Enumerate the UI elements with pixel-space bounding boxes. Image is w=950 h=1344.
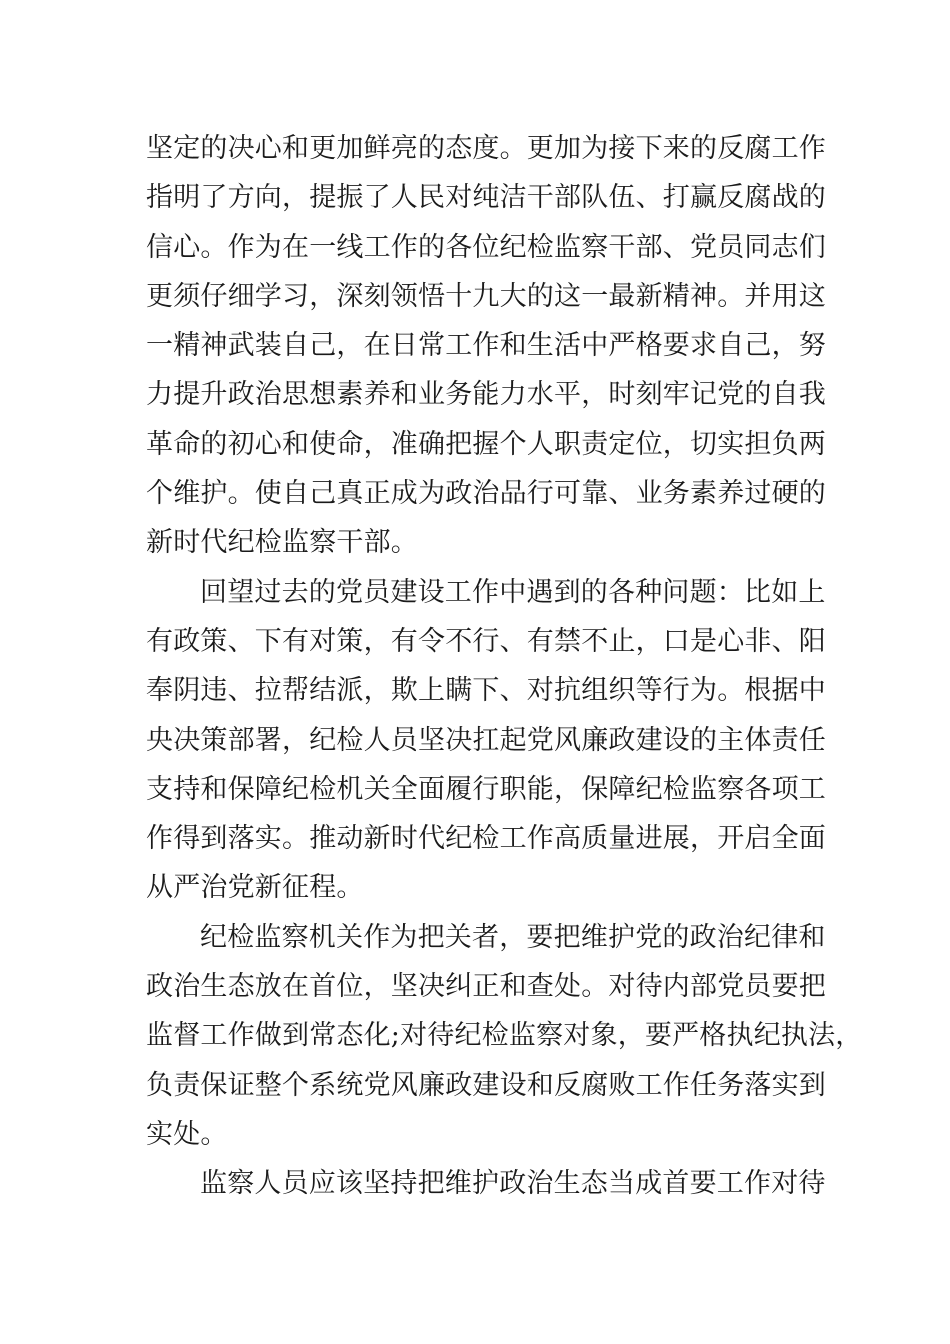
text-line: 坚定的决心和更加鲜亮的态度。更加为接下来的反腐工作 xyxy=(146,133,826,164)
paragraph xyxy=(146,913,863,1159)
text-line: 回望过去的党员建设工作中遇到的各种问题：比如上 xyxy=(200,576,826,608)
text-line: 奉阴违、拉帮结派，欺上瞒下、对抗组织等行为。根据中 xyxy=(146,675,826,707)
text-line: 支持和保障纪检机关全面履行职能，保障纪检监察各项工 xyxy=(146,773,826,805)
text-line: 有政策、下有对策，有令不行、有禁不止，口是心非、阳 xyxy=(146,625,826,657)
text-line: 央决策部署，纪检人员坚决扛起党风廉政建设的主体责任 xyxy=(146,724,826,756)
text-line: 负责保证整个系统党风廉政建设和反腐败工作任务落实到 xyxy=(146,1069,826,1101)
text-line: 更须仔细学习，深刻领悟十九大的这一最新精神。并用这 xyxy=(146,280,826,312)
text-line: 力提升政治思想素养和业务能力水平，时刻牢记党的自我 xyxy=(146,379,826,411)
text-line: 新时代纪检监察干部。 xyxy=(146,527,418,559)
text-line: 从严治党新征程。 xyxy=(146,872,364,904)
text-line: 作得到落实。推动新时代纪检工作高质量进展，开启全面 xyxy=(146,823,826,855)
text-line: 监督工作做到常态化;对待纪检监察对象，要严格执纪执法， xyxy=(146,1020,863,1052)
document-body xyxy=(146,124,863,1209)
paragraph xyxy=(146,568,826,913)
text-line: 监察人员应该坚持把维护政治生态当成首要工作对待 xyxy=(200,1168,826,1200)
text-line: 一精神武装自己，在日常工作和生活中严格要求自己，努 xyxy=(146,330,826,362)
paragraph xyxy=(146,1159,826,1208)
text-line: 纪检监察机关作为把关者，要把维护党的政治纪律和 xyxy=(200,921,826,953)
text-line: 指明了方向，提振了人民对纯洁干部队伍、打赢反腐战的 xyxy=(146,182,826,214)
text-line: 革命的初心和使命，准确把握个人职责定位，切实担负两 xyxy=(146,428,826,460)
text-line: 政治生态放在首位，坚决纠正和查处。对待内部党员要把 xyxy=(146,971,826,1003)
paragraph xyxy=(146,124,826,568)
text-line: 信心。作为在一线工作的各位纪检监察干部、党员同志们 xyxy=(146,231,826,263)
text-line: 实处。 xyxy=(146,1118,228,1150)
text-line: 个维护。使自己真正成为政治品行可靠、业务素养过硬的 xyxy=(146,478,826,510)
